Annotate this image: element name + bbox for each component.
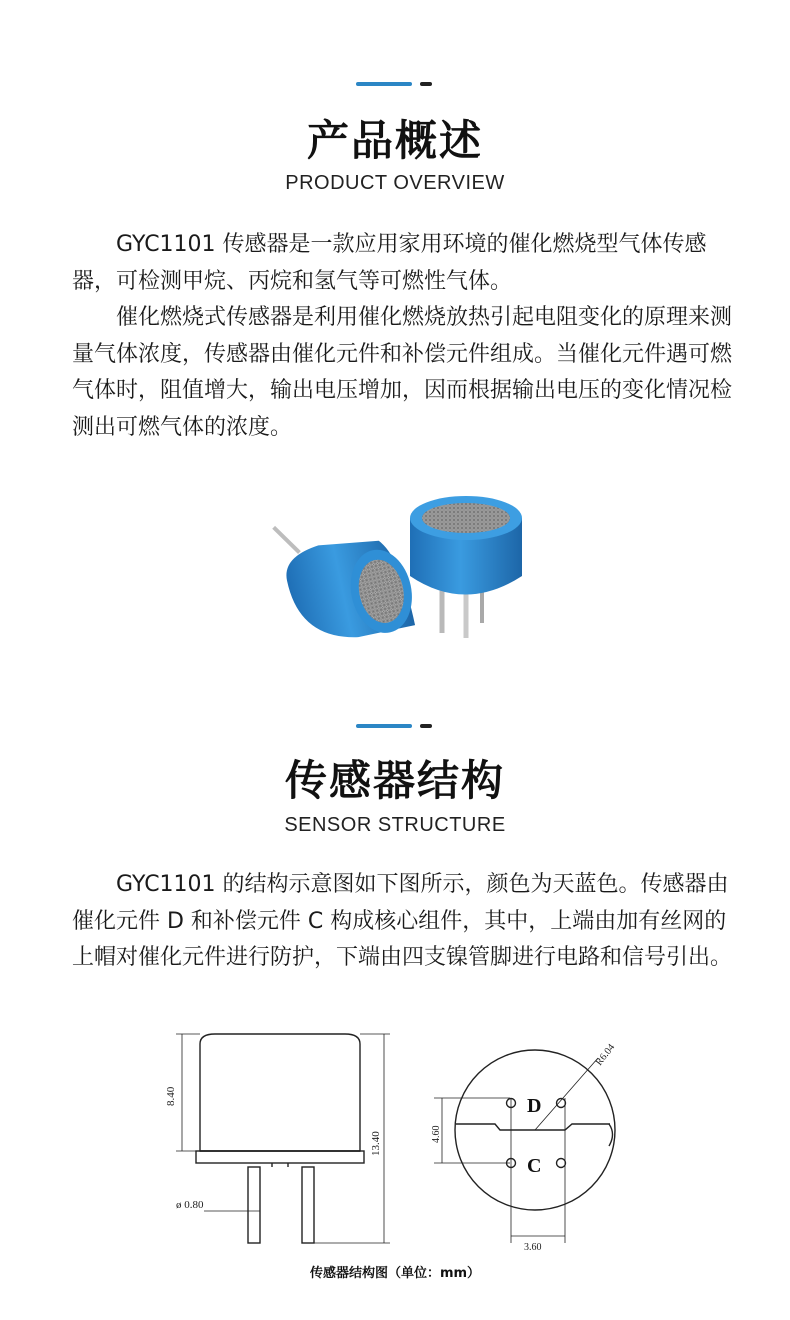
- dim-pin-vertical: 4.60: [431, 1125, 442, 1143]
- dim-pin-horizontal: 3.60: [524, 1242, 542, 1253]
- overview-title: 产品概述: [306, 116, 483, 165]
- overview-paragraph-1: GYC1101 传感器是一款应用家用环境的催化燃烧型气体传感器，可检测甲烷、丙烷和氢气等可燃性气体。: [72, 232, 707, 294]
- sensor-product-image: [270, 488, 530, 668]
- sensor-upright: [410, 496, 522, 638]
- accent-dash: [420, 724, 432, 728]
- structure-decoration: [356, 724, 436, 728]
- side-view: [176, 1034, 390, 1243]
- label-d: D: [527, 1095, 542, 1117]
- accent-dash: [420, 82, 432, 86]
- structure-paragraph: GYC1101 的结构示意图如下图所示，颜色为天蓝色。传感器由催化元件 D 和补偿元件 C 构成核心组件，其中，上端由加有丝网的上帽对催化元件进行防护，下端由四支镍管脚进行电路和信号引出。: [72, 872, 733, 970]
- sensor-tilted: [274, 502, 420, 652]
- accent-bar: [356, 82, 412, 86]
- structure-diagram: [160, 1028, 630, 1260]
- bottom-view: [434, 1050, 615, 1243]
- dim-cap-height: 8.40: [165, 1086, 177, 1106]
- overview-paragraph-2: 催化燃烧式传感器是利用催化燃烧放热引起电阻变化的原理来测量气体浓度，传感器由催化元件和补偿元件组成。当催化元件遇可燃气体时，阻值增大，输出电压增加，因而根据输出电压的变化情况检测出可燃气体的浓度。: [72, 305, 733, 440]
- dim-pin-diameter: ø 0.80: [176, 1199, 204, 1211]
- structure-title: 传感器结构: [284, 756, 505, 805]
- overview-decoration: [356, 82, 436, 86]
- overview-subtitle: PRODUCT OVERVIEW: [285, 172, 505, 194]
- diagram-caption: 传感器结构图（单位：mm）: [309, 1266, 481, 1281]
- label-c: C: [527, 1155, 542, 1177]
- dim-body-diameter: R6.04: [593, 1042, 618, 1068]
- dim-total-height: 13.40: [370, 1131, 382, 1156]
- structure-subtitle: SENSOR STRUCTURE: [284, 814, 506, 836]
- accent-bar: [356, 724, 412, 728]
